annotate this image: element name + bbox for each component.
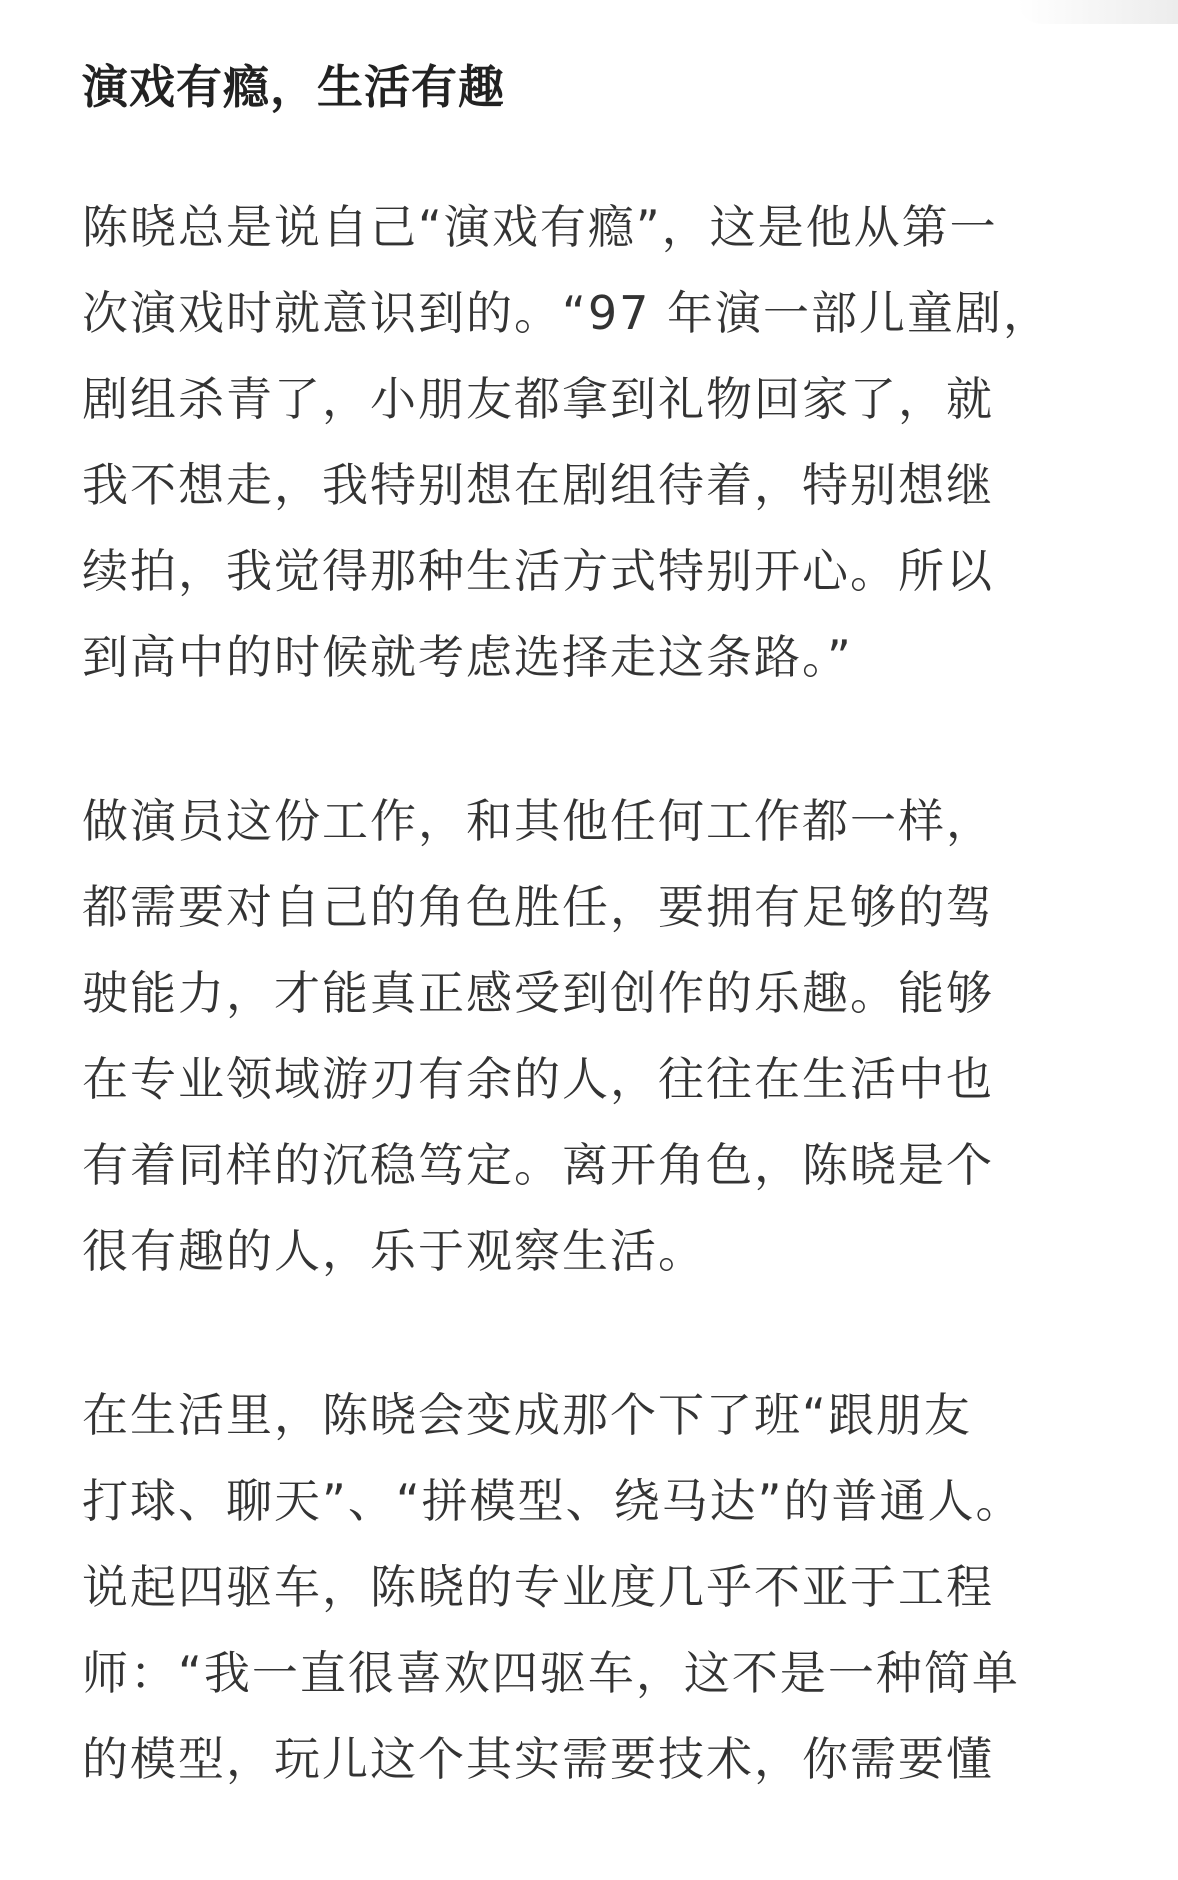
paragraph-line: 续拍，我觉得那种生活方式特别开心。所以 [82,544,994,598]
paragraph-line: 很有趣的人，乐于观察生活。 [82,1224,706,1278]
paragraph-line: 次演戏时就意识到的。“97 年演一部儿童剧， [82,286,1051,340]
section-heading: 演戏有瘾，生活有趣 [82,60,505,114]
paragraph-2 [82,778,1082,1294]
top-edge-shadow [1018,0,1178,24]
paragraph-line: 师：“我一直很喜欢四驱车，这不是一种简单 [82,1646,1020,1700]
paragraph-line: 都需要对自己的角色胜任，要拥有足够的驾 [82,880,994,934]
paragraph-line: 陈晓总是说自己“演戏有瘾”，这是他从第一 [82,200,998,254]
paragraph-line: 说起四驱车，陈晓的专业度几乎不亚于工程 [82,1560,994,1614]
paragraph-line: 在生活里，陈晓会变成那个下了班“跟朋友 [82,1388,972,1442]
paragraph-3 [82,1372,1082,1802]
paragraph-line: 有着同样的沉稳笃定。离开角色，陈晓是个 [82,1138,994,1192]
paragraph-line: 驶能力，才能真正感受到创作的乐趣。能够 [82,966,994,1020]
paragraph-line: 我不想走，我特别想在剧组待着，特别想继 [82,458,994,512]
paragraph-line: 做演员这份工作，和其他任何工作都一样， [82,794,994,848]
paragraph-line: 剧组杀青了，小朋友都拿到礼物回家了，就 [82,372,994,426]
article-body [82,48,1082,1880]
paragraph-line: 到高中的时候就考虑选择走这条路。” [82,630,853,684]
paragraph-line: 的模型，玩儿这个其实需要技术，你需要懂 [82,1732,994,1786]
paragraph-line: 打球、聊天”、“拼模型、绕马达”的普通人。 [82,1474,1024,1528]
paragraph-line: 在专业领域游刃有余的人，往往在生活中也 [82,1052,994,1106]
paragraph-1 [82,184,1082,700]
